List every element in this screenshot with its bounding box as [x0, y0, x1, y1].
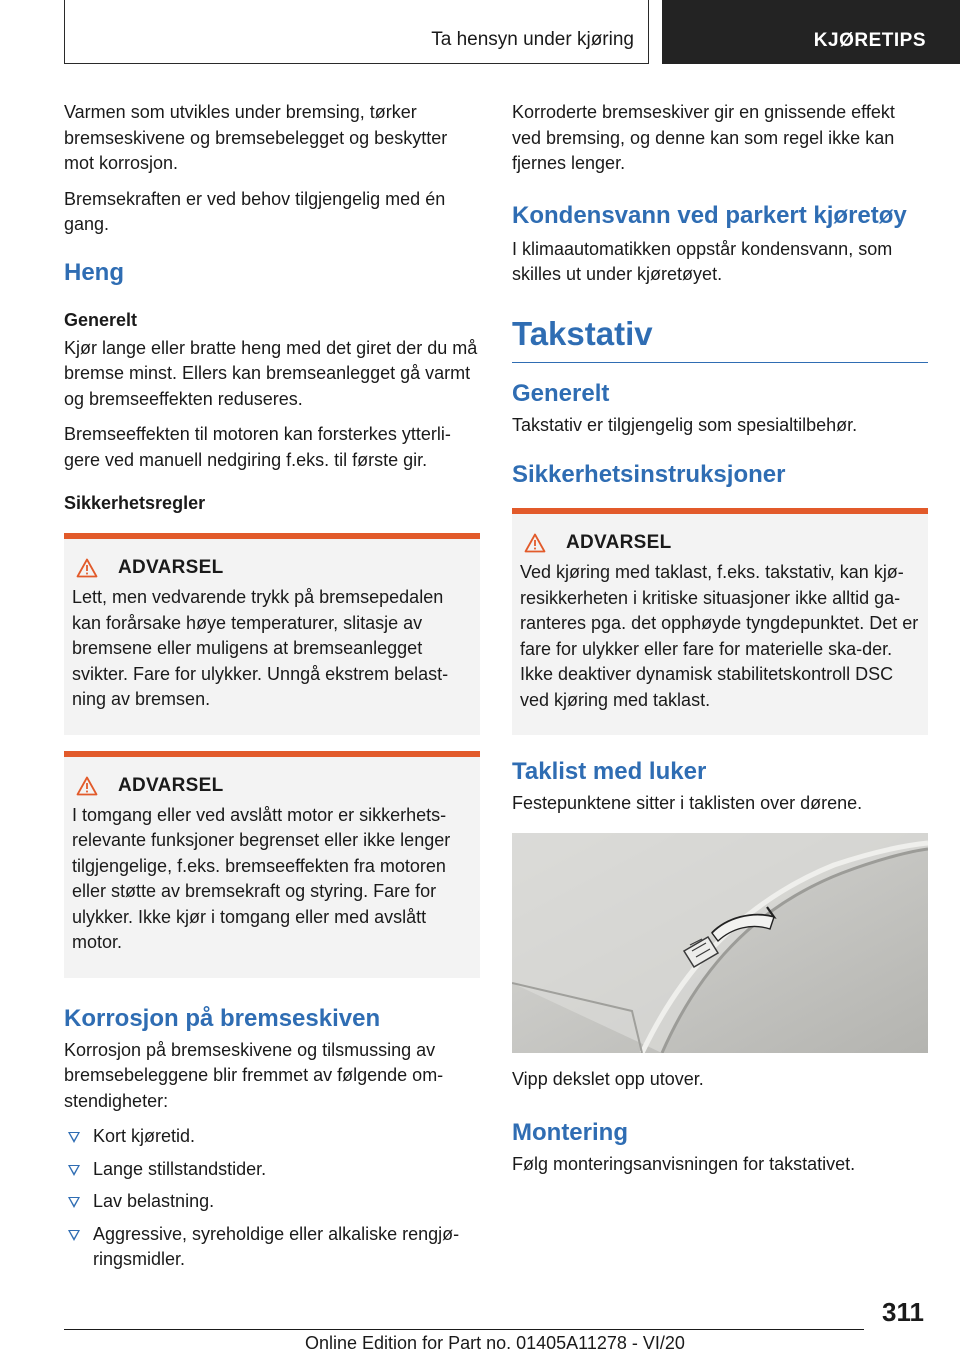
bullet-triangle-icon — [68, 1230, 80, 1241]
paragraph: Korrosjon på bremseskivene og tilsmussing av bremsebeleggene blir fremmet av følgende om‐stendigheter: — [64, 1039, 444, 1111]
roof-rail-photo — [512, 833, 928, 1053]
warning-title: ADVARSEL — [118, 557, 224, 578]
warning-text: Ved kjøring med taklast, f.eks. takstativ, kan kjø‐resikkerheten i kritiske situasjoner ikke alltid ga‐ranteres pga. det opphøyde tyngdepunktet. Det er fare for ulykker eller fare for materielle ska‐der. Ikke deaktiver dynamisk stabilitetskontroll DSC ved kjøring med taklast. — [520, 562, 919, 710]
heading-taklist: Taklist med luker — [512, 758, 707, 785]
page-number: 311 — [882, 1297, 924, 1327]
footer-edition: Online Edition for Part no. 01405A11278 - VI/20 — [305, 1333, 685, 1353]
footer-rule — [64, 1329, 864, 1330]
paragraph: Festepunktene sitter i taklisten over dørene. — [512, 793, 863, 813]
list-item: Lange stillstandstider. — [64, 1157, 480, 1183]
bullet-triangle-icon — [68, 1165, 80, 1176]
paragraph: Varmen som utvikles under bremsing, tørker bremseskivene og bremsebelegget og beskytter mot korrosjon. — [64, 102, 448, 173]
paragraph: Bremseeffekten til motoren kan forsterkes ytterli‐gere ved manuell nedgiring f.eks. til første gir. — [64, 424, 451, 470]
warning-box — [512, 508, 928, 735]
warning-triangle-icon — [76, 558, 98, 578]
warning-title: ADVARSEL — [566, 532, 672, 553]
warning-title: ADVARSEL — [118, 774, 224, 796]
list-item: Lav belastning. — [64, 1189, 480, 1215]
warning-text: I tomgang eller ved avslått motor er sikkerhets‐relevante funksjoner begrenset eller ikke lenger tilgjengelige, f.eks. bremseeffekten fra motoren eller støtte av bremsekraft og styring. Fare for ulykker. Ikke kjør i tomgang eller med avslått motor. — [72, 804, 451, 952]
paragraph: I klimaautomatikken oppstår kondensvann, som skilles ut under kjøretøyet. — [512, 238, 893, 284]
bullet-list — [64, 1124, 480, 1273]
right-column — [512, 100, 928, 1188]
heading-heng: Heng — [64, 258, 124, 286]
subheading-sikkerhetsregler: Sikkerhetsregler — [64, 493, 206, 513]
header-chapter-title: KJØRETIPS — [813, 30, 926, 51]
warning-box — [64, 533, 480, 735]
bullet-triangle-icon — [68, 1132, 80, 1143]
heading-kondensvann: Kondensvann ved parkert kjøretøy — [512, 201, 907, 229]
header-section-title: Ta hensyn under kjøring — [431, 29, 634, 50]
heading-sikkerhetsinstruksjoner: Sikkerhetsinstruksjoner — [512, 461, 786, 488]
left-column — [64, 100, 480, 1280]
roof-rail-illustration — [512, 833, 928, 1053]
heading-rule — [512, 362, 928, 363]
paragraph: Korroderte bremseskiver gir en gnissende effekt ved bremsing, og denne kan som regel ikke kan fjernes lenger. — [512, 102, 895, 173]
header-chapter-tab — [662, 0, 960, 64]
warning-text: Lett, men vedvarende trykk på bremsepedalen kan forårsake høye temperaturer, slitasje av bremsene eller muligens at bremseanlegget svikter. Fare for ulykker. Unngå ekstrem belast‐ning av bremsen. — [72, 587, 449, 709]
list-item: Kort kjøretid. — [64, 1124, 480, 1150]
warning-box — [64, 751, 480, 978]
heading-takstativ: Takstativ — [512, 314, 653, 352]
paragraph: Takstativ er tilgjengelig som spesialtilbehør. — [512, 414, 858, 435]
paragraph: Følg monteringsanvisningen for takstativet. — [512, 1154, 856, 1174]
bullet-triangle-icon — [68, 1197, 80, 1208]
paragraph: Kjør lange eller bratte heng med det giret der du må bremse minst. Ellers kan bremseanlegget gå varmt og bremseeffekten reduseres. — [64, 337, 478, 409]
image-caption: Vipp dekslet opp utover. — [512, 1068, 704, 1089]
heading-montering: Montering — [512, 1119, 628, 1146]
warning-triangle-icon — [76, 776, 98, 796]
heading-korrosjon: Korrosjon på bremseskiven — [64, 1004, 381, 1032]
paragraph: Bremsekraften er ved behov tilgjengelig med én gang. — [64, 188, 446, 234]
header-section-tab — [64, 0, 649, 64]
heading-generelt: Generelt — [512, 379, 610, 407]
list-item: Aggressive, syreholdige eller alkaliske rengjø‐ringsmidler. — [64, 1222, 480, 1273]
warning-triangle-icon — [524, 533, 546, 553]
subheading-generelt: Generelt — [64, 309, 138, 330]
